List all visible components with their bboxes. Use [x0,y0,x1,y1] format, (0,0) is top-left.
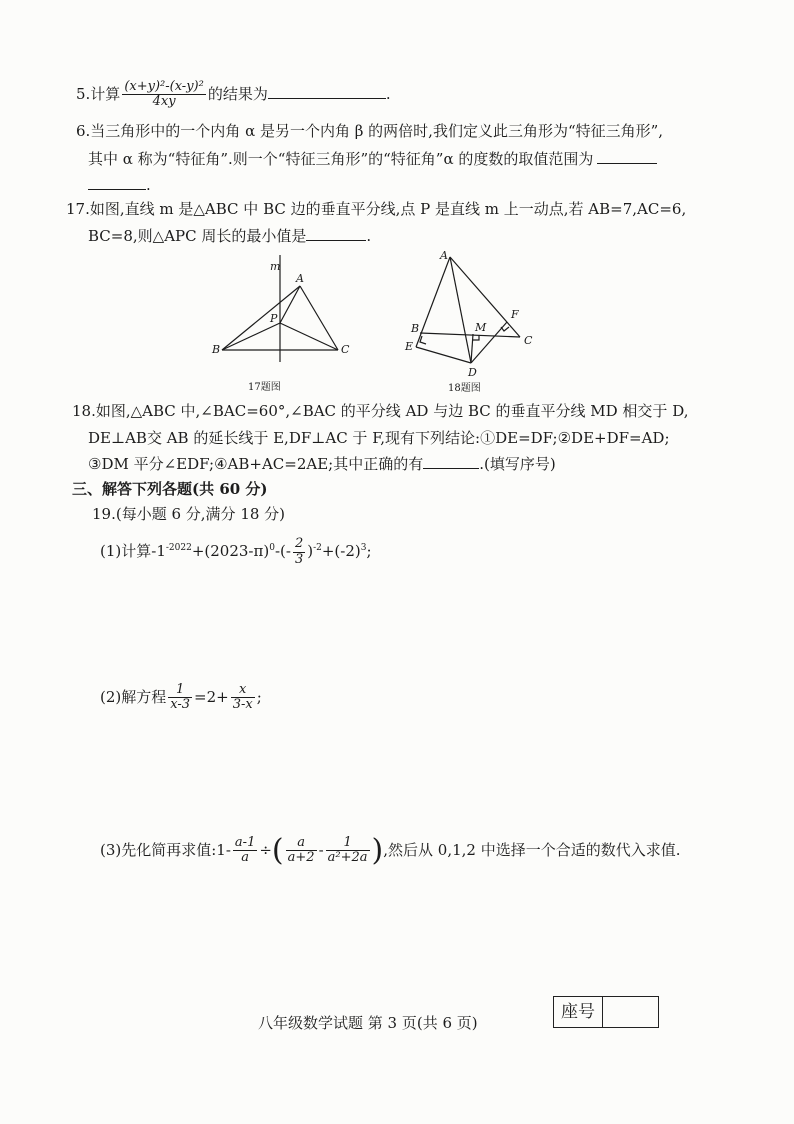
label-d: D [468,366,477,379]
fraction: $\frac{1}{\text{a²+2a}}$ [327,835,368,866]
answer-blank-15[interactable] [268,84,386,99]
question-16-line2: 其中 α 称为“特征角”.则一个“特征三角形”的“特征角”α 的度数的取值范围为 [88,148,657,170]
segment-pa [280,286,300,323]
label-b: B [411,322,420,335]
segment-de [416,347,471,363]
segment-ac [300,286,338,350]
question-16-line1: 6.当三角形中的一个内角 α 是另一个内角 β 的两倍时,我们定义此三角形为“特征三角形”, [76,122,664,140]
label-p: P [270,312,278,325]
question-17-line2: BC=8,则△APC 周长的最小值是 . [88,227,372,245]
seat-label: 座号 [554,997,603,1027]
answer-blank-16a[interactable] [597,149,657,164]
fraction: $\frac{\text{(x+y)²-(x-y)²}}{4xy}$ [124,79,204,110]
segment-bc [420,333,520,337]
segment-pb [222,323,280,350]
seat-number-box [553,996,659,1028]
label-e: E [405,340,414,353]
question-18-line2: DE⊥AB交 AB 的延长线于 E,DF⊥AC 于 F,现有下列结论:①DE=DF;②DE+DF=AD; [88,429,670,447]
page-footer: 八年级数学试题 第 3 页(共 6 页) [258,1014,478,1032]
answer-blank-18[interactable] [423,454,479,469]
fraction: $\frac{a-1}{a}$ [234,835,256,866]
figure-17 [200,250,370,370]
fraction: $\frac{1}{x-3}$ [170,682,191,713]
section-3-title: 三、解答下列各题(共 60 分) [72,480,268,498]
segment-dm [471,334,473,363]
question-17-line1: 17.如图,直线 m 是△ABC 中 BC 边的垂直平分线,点 P 是直线 m 上一动点,若 AB=7,AC=6, [66,200,687,218]
question-18-line3: ③DM 平分∠EDF;④AB+AC=2AE;其中正确的有 .(填写序号) [88,455,556,473]
label-f: F [511,308,519,321]
label-a: A [440,249,448,262]
question-19-2: (2)解方程 $\frac{1}{x-3}$ =2+ $\frac{x}{3-x}$ ; [100,682,262,713]
answer-blank-16b[interactable] [88,175,146,190]
figure-18 [398,245,548,380]
right-angle-e [420,336,426,344]
question-19-3: (3)先化简再求值:1- $\frac{a-1}{a}$ ÷( $\frac{a}{a+2}$ - $\frac{1}{\text{a²+2a}}$ ),然后从 0,1,2 中选择一个合适的数代入求值. [100,832,681,868]
figure-17-caption: 17题图 [248,382,281,393]
question-19-title: 19.(每小题 6 分,满分 18 分) [92,505,286,523]
question-15: 5.计算 $\frac{\text{(x+y)²-(x-y)²}}{4xy}$ 的结果为 . [76,79,391,110]
figure-18-caption: 18题图 [448,383,481,394]
segment-ad [450,257,471,363]
fraction: $\frac{x}{3-x}$ [232,682,253,713]
label-a: A [296,272,304,285]
answer-blank-17[interactable] [306,226,366,241]
label-m: m [270,260,281,273]
label-b: B [212,343,221,356]
label-m: M [475,321,487,334]
fraction: $\frac{2}{3}$ [294,536,304,567]
segment-ab [222,286,300,350]
question-19-1: (1)计算$-1^{-2022}+(2023-\pi)^0-(-$ $\frac{2}{3}$ )$^{-2}+(-2)^3$; [100,536,372,567]
label-c: C [524,334,533,347]
question-18-line1: 18.如图,△ABC 中,∠BAC=60°,∠BAC 的平分线 AD 与边 BC 的垂直平分线 MD 相交于 D, [72,402,689,420]
question-16-line3: . [88,174,151,196]
label-c: C [341,343,350,356]
fraction: $\frac{a}{a+2}$ [287,835,315,866]
